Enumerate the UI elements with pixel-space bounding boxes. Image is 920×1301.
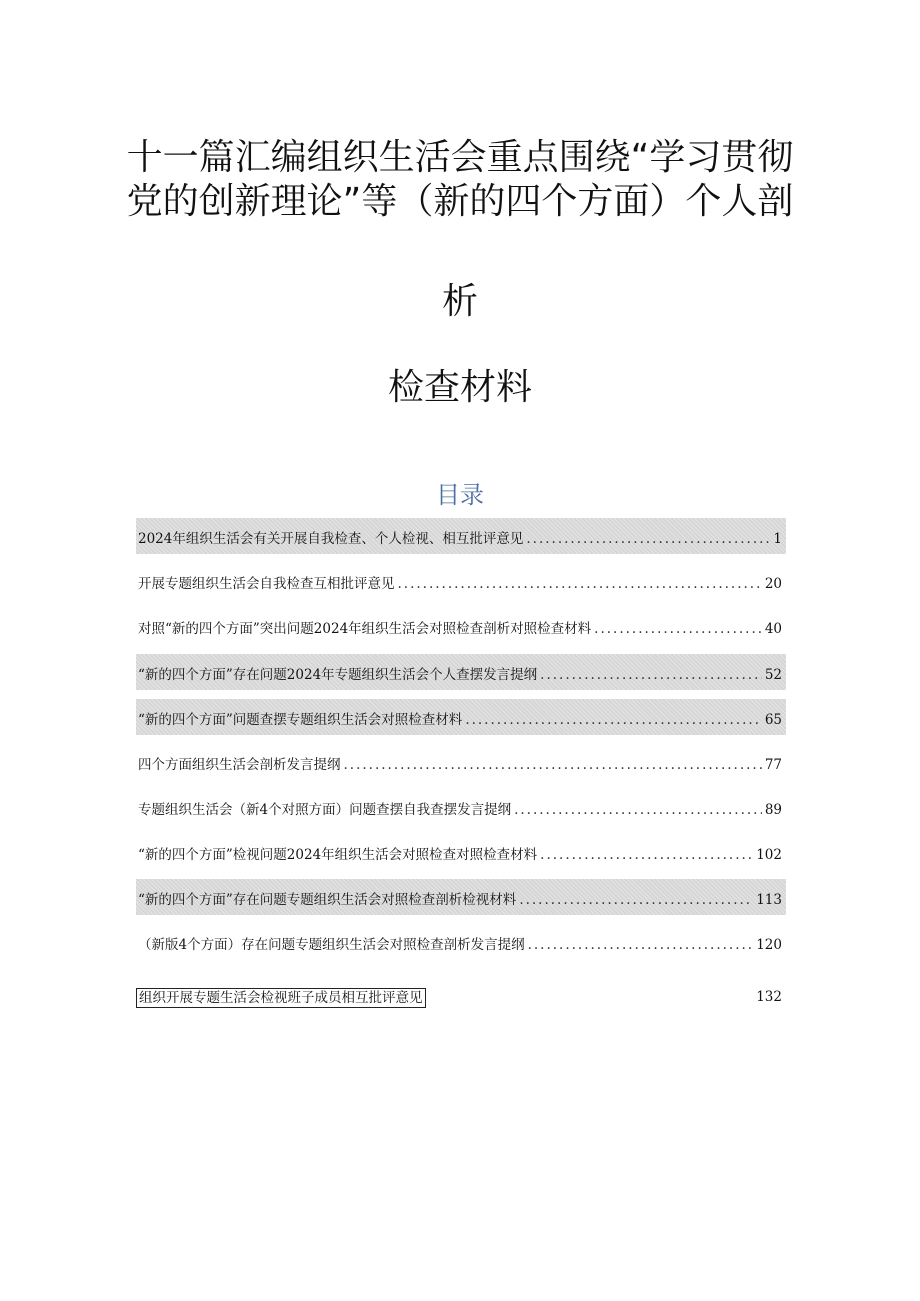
toc-entry-page: 120 [756, 937, 782, 953]
toc-last-entry-title[interactable]: 组织开展专题生活会检视班子成员相互批评意见 [136, 988, 426, 1008]
toc-dot-leader [540, 846, 753, 864]
toc-entry-page: 77 [764, 757, 782, 773]
toc-entry-title: （新版4个方面）存在问题专题组织生活会对照检查剖析发言提纲 [138, 937, 525, 953]
toc-dot-leader [594, 620, 762, 638]
toc-entry[interactable] [136, 699, 786, 735]
toc-entry[interactable] [136, 789, 786, 825]
toc-entry-page: 113 [756, 892, 782, 908]
toc-entry-title: 专题组织生活会（新4个对照方面）问题查摆自我查摆发言提纲 [138, 802, 512, 818]
toc-entry-title: “新的四个方面”存在问题专题组织生活会对照检查剖析检视材料 [138, 892, 517, 908]
toc-dot-leader [519, 891, 753, 909]
toc-entry-page: 102 [756, 847, 782, 863]
toc-entry-title: “新的四个方面”检视问题2024年组织生活会对照检查对照检查材料 [138, 847, 538, 863]
toc-entry-page: 1 [773, 531, 782, 547]
toc-entry-title: “新的四个方面”问题查摆专题组织生活会对照检查材料 [138, 712, 463, 728]
toc-dot-leader [540, 666, 762, 684]
toc-entry[interactable] [136, 518, 786, 554]
toc-dot-leader [344, 756, 762, 774]
toc-entry-title: 四个方面组织生活会剖析发言提纲 [138, 757, 341, 773]
toc-entry-page: 89 [764, 802, 782, 818]
toc-heading: 目录 [436, 481, 484, 509]
document-title-line-2: 党的创新理论”等（新的四个方面）个人剖 [126, 181, 794, 222]
toc-entry-title: 对照“新的四个方面”突出问题2024年组织生活会对照检查剖析对照检查材料 [138, 621, 592, 637]
toc-entry-title: 2024年组织生活会有关开展自我检查、个人检视、相互批评意见 [138, 531, 524, 547]
toc-entry-page: 20 [764, 576, 782, 592]
toc-dot-leader [514, 801, 762, 819]
toc-entry-title: “新的四个方面”存在问题2024年专题组织生活会个人查摆发言提纲 [138, 667, 538, 683]
toc-last-entry-page: 132 [756, 989, 782, 1005]
toc-dot-leader [465, 711, 762, 729]
toc-entry[interactable] [136, 744, 786, 780]
toc-dot-leader [398, 575, 762, 593]
document-title-line-3: 析 [441, 281, 478, 322]
toc-entry[interactable] [136, 608, 786, 644]
toc-dot-leader [526, 530, 770, 548]
toc-entry[interactable] [136, 879, 786, 915]
toc-entry-page: 52 [764, 667, 782, 683]
toc-dot-leader [528, 936, 754, 954]
toc-entry[interactable] [136, 563, 786, 599]
toc-entry-page: 40 [764, 621, 782, 637]
toc-entry[interactable] [136, 654, 786, 690]
toc-entry[interactable] [136, 924, 786, 960]
toc-entry-page: 65 [764, 712, 782, 728]
toc-entry[interactable] [136, 834, 786, 870]
toc-entry-title: 开展专题组织生活会自我检查互相批评意见 [138, 576, 395, 592]
document-subtitle: 检查材料 [387, 367, 532, 408]
document-title-line-1: 十一篇汇编组织生活会重点围绕“学习贯彻 [126, 137, 794, 178]
